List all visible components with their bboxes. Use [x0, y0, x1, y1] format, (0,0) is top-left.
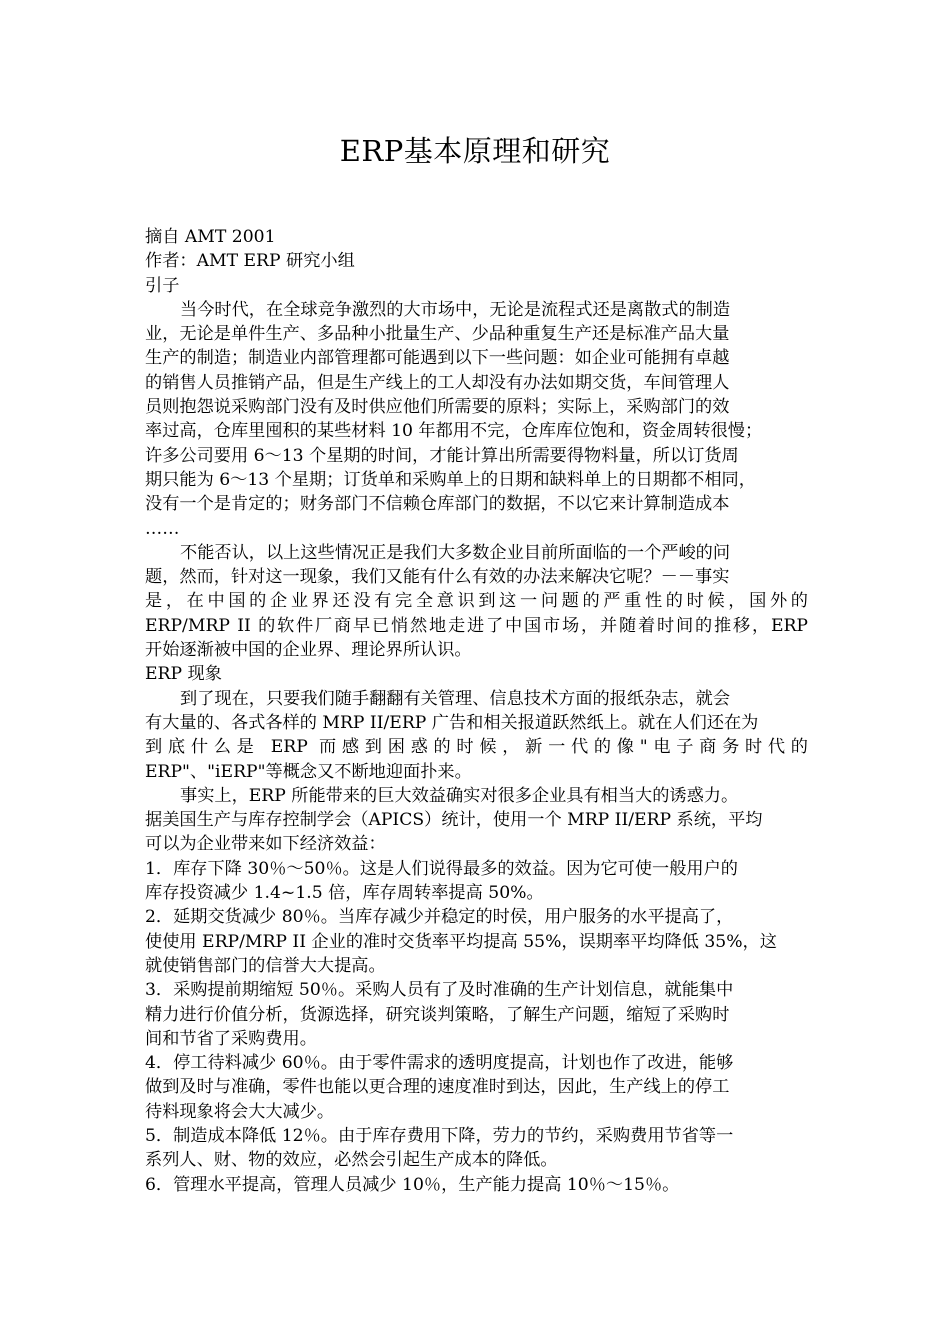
text-line: 员则抱怨说采购部门没有及时供应他们所需要的原料；实际上，采购部门的效	[145, 397, 730, 418]
text-line: 开始逐渐被中国的企业界、理论界所认识。	[145, 640, 472, 661]
text-line: 当今时代，在全球竞争激烈的大市场中，无论是流程式还是离散式的制造	[180, 299, 731, 320]
text-line: 不能否认，以上这些情况正是我们大多数企业目前所面临的一个严峻的问	[180, 542, 731, 563]
text-line: 待料现象将会大大减少。	[145, 1101, 335, 1122]
text-line: 到了现在，只要我们随手翻翻有关管理、信息技术方面的报纸杂志，就会	[180, 688, 731, 709]
text-line: 事实上，ERP 所能带来的巨大效益确实对很多企业具有相当大的诱惑力。	[180, 785, 739, 806]
text-line: 作者：AMT ERP 研究小组	[145, 251, 355, 272]
document-title: ERP基本原理和研究	[339, 134, 611, 168]
text-line: ERP/MRP II 的软件厂商早已悄然地走进了中国市场，并随着时间的推移，ERP	[145, 615, 808, 636]
text-line: 使使用 ERP/MRP II 企业的准时交货率平均提高 55%，误期率平均降低 35%，这	[145, 931, 777, 952]
text-line: 题，然而，针对这一现象，我们又能有什么有效的办法来解决它呢？－－事实	[145, 567, 730, 588]
text-line: 期只能为 6～13 个星期；订货单和采购单上的日期和缺料单上的日期都不相同，	[145, 469, 756, 490]
document-body	[145, 225, 808, 1197]
text-line: 摘自 AMT 2001	[145, 227, 276, 247]
text-line: 2．延期交货减少 80％。当库存减少并稳定的时侯，用户服务的水平提高了，	[145, 907, 734, 928]
text-line: 3．采购提前期缩短 50％。采购人员有了及时准确的生产计划信息，就能集中	[145, 980, 734, 1001]
text-line: 可以为企业带来如下经济效益：	[145, 834, 386, 855]
text-line: 6．管理水平提高，管理人员减少 10％，生产能力提高 10％～15％。	[145, 1174, 680, 1195]
text-line: 据美国生产与库存控制学会（APICS）统计，使用一个 MRP II/ERP 系统，平均	[145, 810, 763, 831]
text-line: 间和节省了采购费用。	[145, 1028, 317, 1049]
text-line: 是，在中国的企业界还没有完全意识到这一问题的严重性的时候，国外的	[145, 591, 808, 612]
text-line: 率过高，仓库里囤积的某些材料 10 年都用不完，仓库库位饱和，资金周转很慢；	[145, 421, 763, 442]
text-line: 的销售人员推销产品，但是生产线上的工人却没有办法如期交货，车间管理人	[145, 372, 730, 393]
text-line: ……	[145, 518, 180, 539]
text-line: 1．库存下降 30％～50％。这是人们说得最多的效益。因为它可使一般用户的	[145, 858, 738, 879]
text-line: ERP 现象	[145, 664, 222, 685]
text-line: 精力进行价值分析，货源选择，研究谈判策略，了解生产问题，缩短了采购时	[145, 1004, 730, 1025]
text-line: 生产的制造；制造业内部管理都可能遇到以下一些问题：如企业可能拥有卓越	[145, 348, 730, 369]
text-line: 到底什么是 ERP 而感到困惑的时候，新一代的像"电子商务时代的	[145, 737, 808, 758]
text-line: 做到及时与准确，零件也能以更合理的速度准时到达，因此，生产线上的停工	[145, 1077, 730, 1098]
text-line: 4．停工待料减少 60％。由于零件需求的透明度提高，计划也作了改进，能够	[145, 1053, 734, 1074]
text-line: 许多公司要用 6～13 个星期的时间，才能计算出所需要得物料量，所以订货周	[145, 445, 739, 466]
text-line: 系列人、财、物的效应，必然会引起生产成本的降低。	[145, 1150, 558, 1171]
text-line: ERP"、"iERP"等概念又不断地迎面扑来。	[145, 761, 472, 782]
text-line: 有大量的、各式各样的 MRP II/ERP 广告和相关报道跃然纸上。就在人们还在为	[145, 712, 759, 733]
text-line: 库存投资减少 1.4~1.5 倍，库存周转率提高 50%。	[145, 883, 544, 904]
text-line: 就使销售部门的信誉大大提高。	[145, 955, 386, 976]
text-line: 业，无论是单件生产、多品种小批量生产、少品种重复生产还是标准产品大量	[145, 324, 730, 345]
text-line: 5．制造成本降低 12％。由于库存费用下降，劳力的节约，采购费用节省等一	[145, 1125, 734, 1146]
text-line: 引子	[145, 275, 180, 296]
text-line: 没有一个是肯定的；财务部门不信赖仓库部门的数据，不以它来计算制造成本	[145, 494, 730, 515]
